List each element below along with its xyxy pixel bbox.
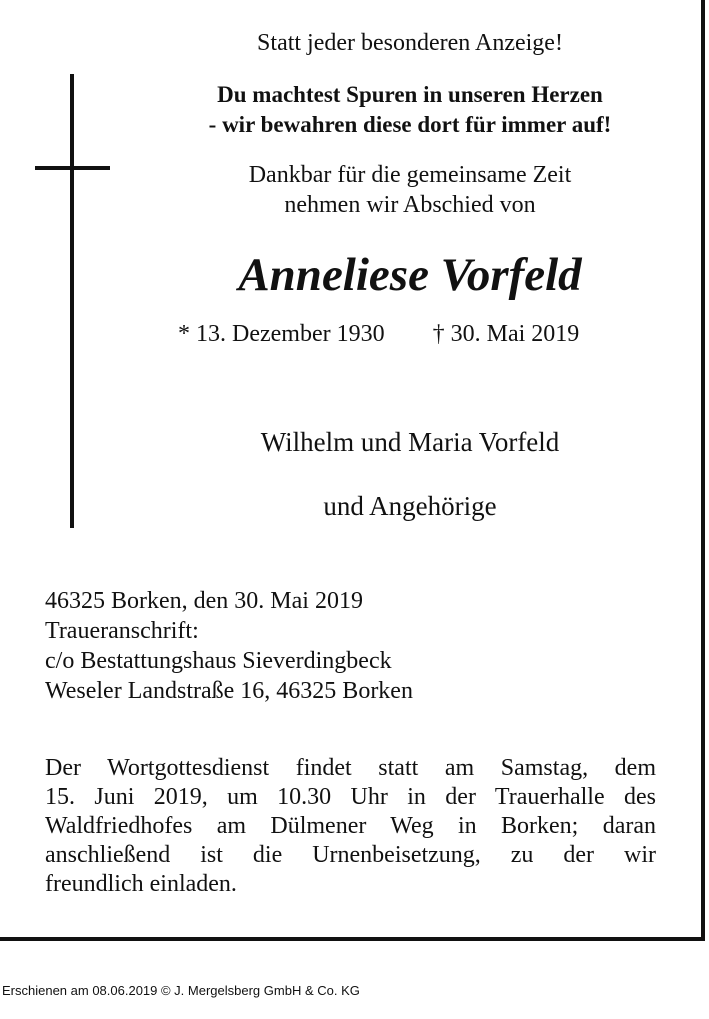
notice-intro: Statt jeder besonderen Anzeige! [257,30,563,56]
motto [110,80,709,140]
birth-date: * 13. Dezember 1930 [178,321,385,347]
relatives-line: und Angehörige [323,491,497,521]
service-line-5: freundlich einladen. [45,871,237,897]
thanks-text [110,160,709,220]
death-date: † 30. Mai 2019 [432,321,580,347]
address-line-4: Weseler Landstraße 16, 46325 Borken [45,678,413,704]
thanks-line-2: nehmen wir Abschied von [284,192,536,218]
life-dates [178,319,579,349]
thanks-line-1: Dankbar für die gemeinsame Zeit [248,162,572,188]
cross-icon-vertical-bar [70,74,74,528]
service-line-1: Der Wortgottesdienst findet statt am Samstag, dem [45,755,656,781]
publication-footer: Erschienen am 08.06.2019 © J. Mergelsberg GmbH & Co. KG [2,983,360,998]
service-line-3: Waldfriedhofes am Dülmener Weg in Borken; daran [45,813,656,839]
address-line-3: c/o Bestattungshaus Sieverdingbeck [45,648,392,674]
mourning-address [45,586,413,706]
deceased-name: Anneliese Vorfeld [238,249,582,301]
service-line-4: anschließend ist die Urnenbeisetzung, zu der wir [45,842,656,868]
cross-icon-horizontal-bar [35,166,110,170]
family-names: Wilhelm und Maria Vorfeld [260,427,560,457]
service-information [45,754,656,899]
motto-line-1: Du machtest Spuren in unseren Herzen [217,82,603,107]
service-line-2: 15. Juni 2019, um 10.30 Uhr in der Trauerhalle des [45,784,656,810]
motto-line-2: - wir bewahren diese dort für immer auf! [208,112,612,137]
address-line-2: Traueranschrift: [45,618,199,644]
address-line-1: 46325 Borken, den 30. Mai 2019 [45,588,363,614]
